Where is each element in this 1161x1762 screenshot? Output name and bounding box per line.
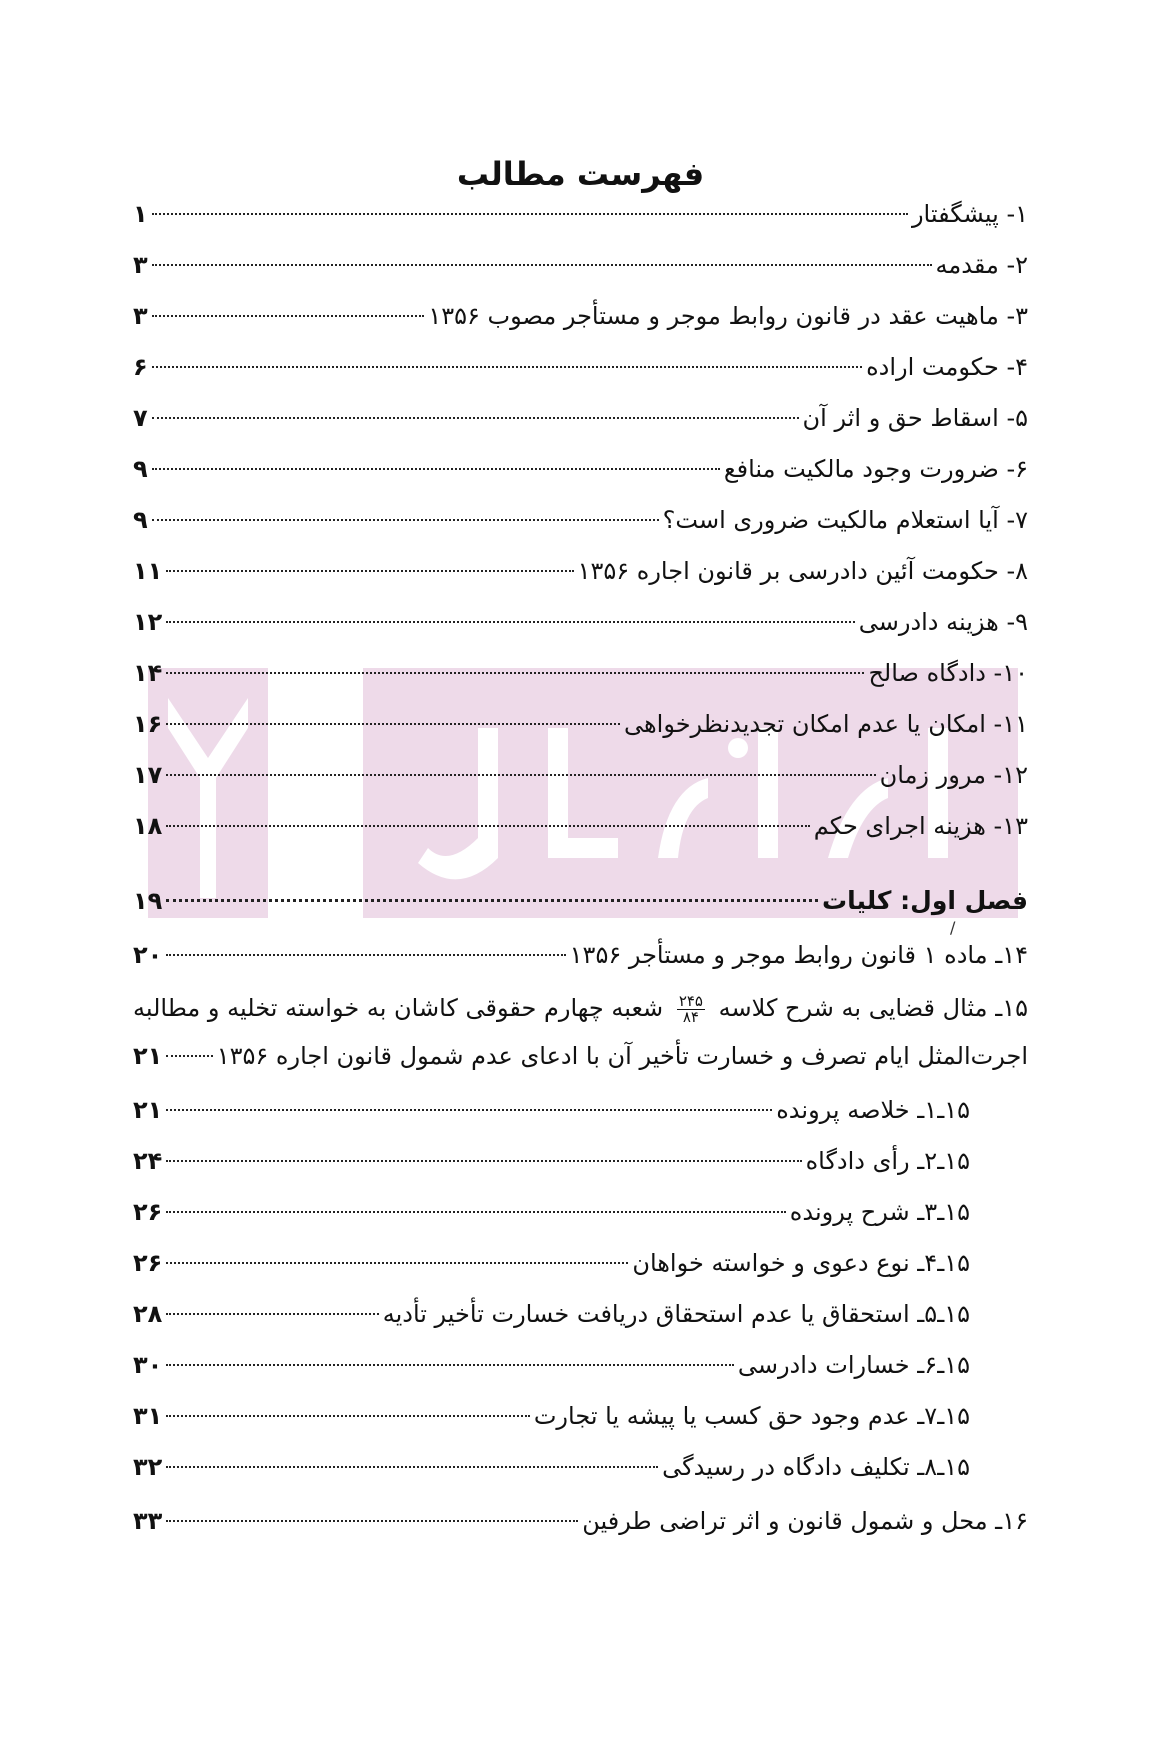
toc-entry-text: شعبه چهارم حقوقی کاشان به خواسته تخلیه و مطالبه — [133, 994, 664, 1022]
toc-entry-label: ۹- هزینه دادرسی — [858, 608, 1028, 636]
page-title: فهرست مطالب — [456, 155, 705, 193]
toc-entry[interactable] — [133, 655, 1028, 693]
dot-leader — [152, 519, 659, 521]
toc-page-number: ۳۰ — [133, 1351, 163, 1379]
toc-page-number: ۷ — [133, 404, 148, 432]
toc-page-number: ۱۴ — [133, 659, 163, 687]
toc-entry-label: ۱۶ـ محل و شمول قانون و اثر تراضی طرفین — [582, 1507, 1028, 1535]
toc-subentry[interactable] — [133, 1194, 970, 1232]
toc-page-number: ۱۲ — [133, 608, 163, 636]
toc-subentry-label: ۱۵ـ۸ـ تکلیف دادگاه در رسیدگی — [662, 1453, 970, 1481]
dot-leader — [166, 723, 620, 725]
toc-subentry-label: ۱۵ـ۱ـ خلاصه پرونده — [776, 1096, 970, 1124]
toc-page-number: ۲۴ — [133, 1147, 163, 1175]
dot-leader — [166, 1415, 530, 1417]
toc-page-number: ۳ — [133, 251, 148, 279]
toc-entry[interactable] — [133, 196, 1028, 234]
toc-page-number: ۱ — [133, 200, 148, 228]
toc-entry-label: ۸- حکومت آئین دادرسی بر قانون اجاره ۱۳۵۶ — [577, 557, 1028, 585]
toc-page-number: ۹ — [133, 506, 148, 534]
dot-leader — [152, 315, 425, 317]
toc-entry-line2 — [133, 1038, 1028, 1074]
dot-leader — [166, 774, 875, 776]
dot-leader — [166, 570, 573, 572]
toc-entry-label: ۴- حکومت اراده — [866, 353, 1028, 381]
toc-chapter-entry[interactable] — [133, 883, 1028, 921]
toc-page-number: ۱۷ — [133, 761, 163, 789]
toc-page-number: ۲۱ — [133, 1042, 163, 1070]
toc-entry[interactable] — [133, 706, 1028, 744]
toc-subentry-label: ۱۵ـ۶ـ خسارات دادرسی — [737, 1351, 970, 1379]
toc-subentry[interactable] — [133, 1296, 970, 1334]
dot-leader — [166, 954, 565, 956]
dot-leader — [166, 672, 864, 674]
toc-entry-label: ۱- پیشگفتار — [911, 200, 1028, 228]
dot-leader — [166, 1160, 801, 1162]
fraction-denominator: ۸۴ — [682, 1007, 699, 1026]
toc-entry-text: اجرت‌المثل ایام تصرف و خسارت تأخیر آن با ادعای عدم شمول قانون اجاره ۱۳۵۶ — [216, 1042, 1028, 1070]
toc-subentry[interactable] — [133, 1092, 970, 1130]
toc-entry[interactable] — [133, 808, 1028, 846]
toc-subentry-label: ۱۵ـ۳ـ شرح پرونده — [789, 1198, 970, 1226]
case-number-fraction — [677, 991, 705, 1026]
fraction-numerator: ۲۴۵ — [678, 991, 703, 1010]
toc-entry-label: ۳- ماهیت عقد در قانون روابط موجر و مستأجر مصوب ۱۳۵۶ — [428, 302, 1028, 330]
dot-leader — [152, 264, 932, 266]
dot-leader — [152, 366, 862, 368]
toc-page-number: ۳۳ — [133, 1507, 163, 1535]
dot-leader — [166, 1211, 786, 1213]
toc-entry-multiline[interactable] — [133, 990, 1028, 1074]
toc-page-number: ۳ — [133, 302, 148, 330]
dot-leader — [166, 1055, 212, 1057]
toc-page-number: ۳۱ — [133, 1402, 163, 1430]
toc-entry-label: ۱۴ـ ماده ۱ قانون روابط موجر و مستأجر ۱۳۵۶ — [569, 941, 1028, 969]
dot-leader — [152, 213, 908, 215]
toc-page-number: ۲۶ — [133, 1198, 163, 1226]
dot-leader — [166, 1262, 628, 1264]
dot-leader — [166, 621, 854, 623]
toc-entry-label: ۱۳- هزینه اجرای حکم — [813, 812, 1028, 840]
toc-page-number: ۶ — [133, 353, 148, 381]
toc-entry-line1 — [133, 990, 1028, 1030]
toc-entry-label: ۱۰- دادگاه صالح — [868, 659, 1028, 687]
stray-mark: / — [950, 918, 956, 937]
toc-entry[interactable] — [133, 400, 1028, 438]
toc-entry[interactable] — [133, 1503, 1028, 1541]
dot-leader — [166, 1520, 578, 1522]
dot-leader — [166, 1313, 378, 1315]
dot-leader — [166, 1466, 658, 1468]
dot-leader — [166, 1109, 772, 1111]
toc-page-number: ۲۱ — [133, 1096, 163, 1124]
toc-page-number: ۲۰ — [133, 941, 163, 969]
toc-entry[interactable] — [133, 247, 1028, 285]
toc-subentry-label: ۱۵ـ۷ـ عدم وجود حق کسب یا پیشه یا تجارت — [533, 1402, 970, 1430]
toc-chapter-label: فصل اول: کلیات — [822, 886, 1028, 915]
toc-entry[interactable] — [133, 502, 1028, 540]
dot-leader — [166, 899, 818, 902]
dot-leader — [166, 825, 809, 827]
toc-entry-label: ۱۲- مرور زمان — [879, 761, 1028, 789]
dot-leader — [166, 1364, 734, 1366]
toc-subentry-label: ۱۵ـ۴ـ نوع دعوی و خواسته خواهان — [632, 1249, 970, 1277]
toc-entry-text: ۱۵ـ مثال قضایی به شرح کلاسه — [718, 994, 1029, 1022]
toc-subentry[interactable] — [133, 1245, 970, 1283]
toc-page-number: ۹ — [133, 455, 148, 483]
toc-page-number: ۲۸ — [133, 1300, 163, 1328]
toc-entry[interactable] — [133, 757, 1028, 795]
toc-page-number: ۲۶ — [133, 1249, 163, 1277]
toc-page-number: ۱۸ — [133, 812, 163, 840]
toc-subentry[interactable] — [133, 1143, 970, 1181]
toc-subentry[interactable] — [133, 1398, 970, 1436]
toc-page-number: ۱۶ — [133, 710, 163, 738]
toc-entry[interactable] — [133, 937, 1028, 975]
toc-entry-label: ۷- آیا استعلام مالکیت ضروری است؟ — [662, 506, 1028, 534]
toc-page-number: ۳۲ — [133, 1453, 163, 1481]
toc-entry-label: ۱۱- امکان یا عدم امکان تجدیدنظرخواهی — [623, 710, 1028, 738]
toc-subentry-label: ۱۵ـ۵ـ استحقاق یا عدم استحقاق دریافت خسارت تأخیر تأدیه — [382, 1300, 970, 1328]
dot-leader — [152, 417, 799, 419]
toc-entry-label: ۲- مقدمه — [935, 251, 1028, 279]
toc-subentry-label: ۱۵ـ۲ـ رأی دادگاه — [805, 1147, 970, 1175]
toc-entry[interactable] — [133, 553, 1028, 591]
toc-subentry[interactable] — [133, 1347, 970, 1385]
toc-entry-label: ۵- اسقاط حق و اثر آن — [802, 404, 1028, 432]
toc-entry[interactable] — [133, 349, 1028, 387]
toc-entry[interactable] — [133, 298, 1028, 336]
toc-entry[interactable] — [133, 451, 1028, 489]
toc-entry[interactable] — [133, 604, 1028, 642]
toc-entry-label: ۶- ضرورت وجود مالکیت منافع — [723, 455, 1028, 483]
dot-leader — [152, 468, 720, 470]
toc-subentry[interactable] — [133, 1449, 970, 1487]
toc-page-number: ۱۹ — [133, 887, 163, 915]
toc-page-number: ۱۱ — [133, 557, 163, 585]
